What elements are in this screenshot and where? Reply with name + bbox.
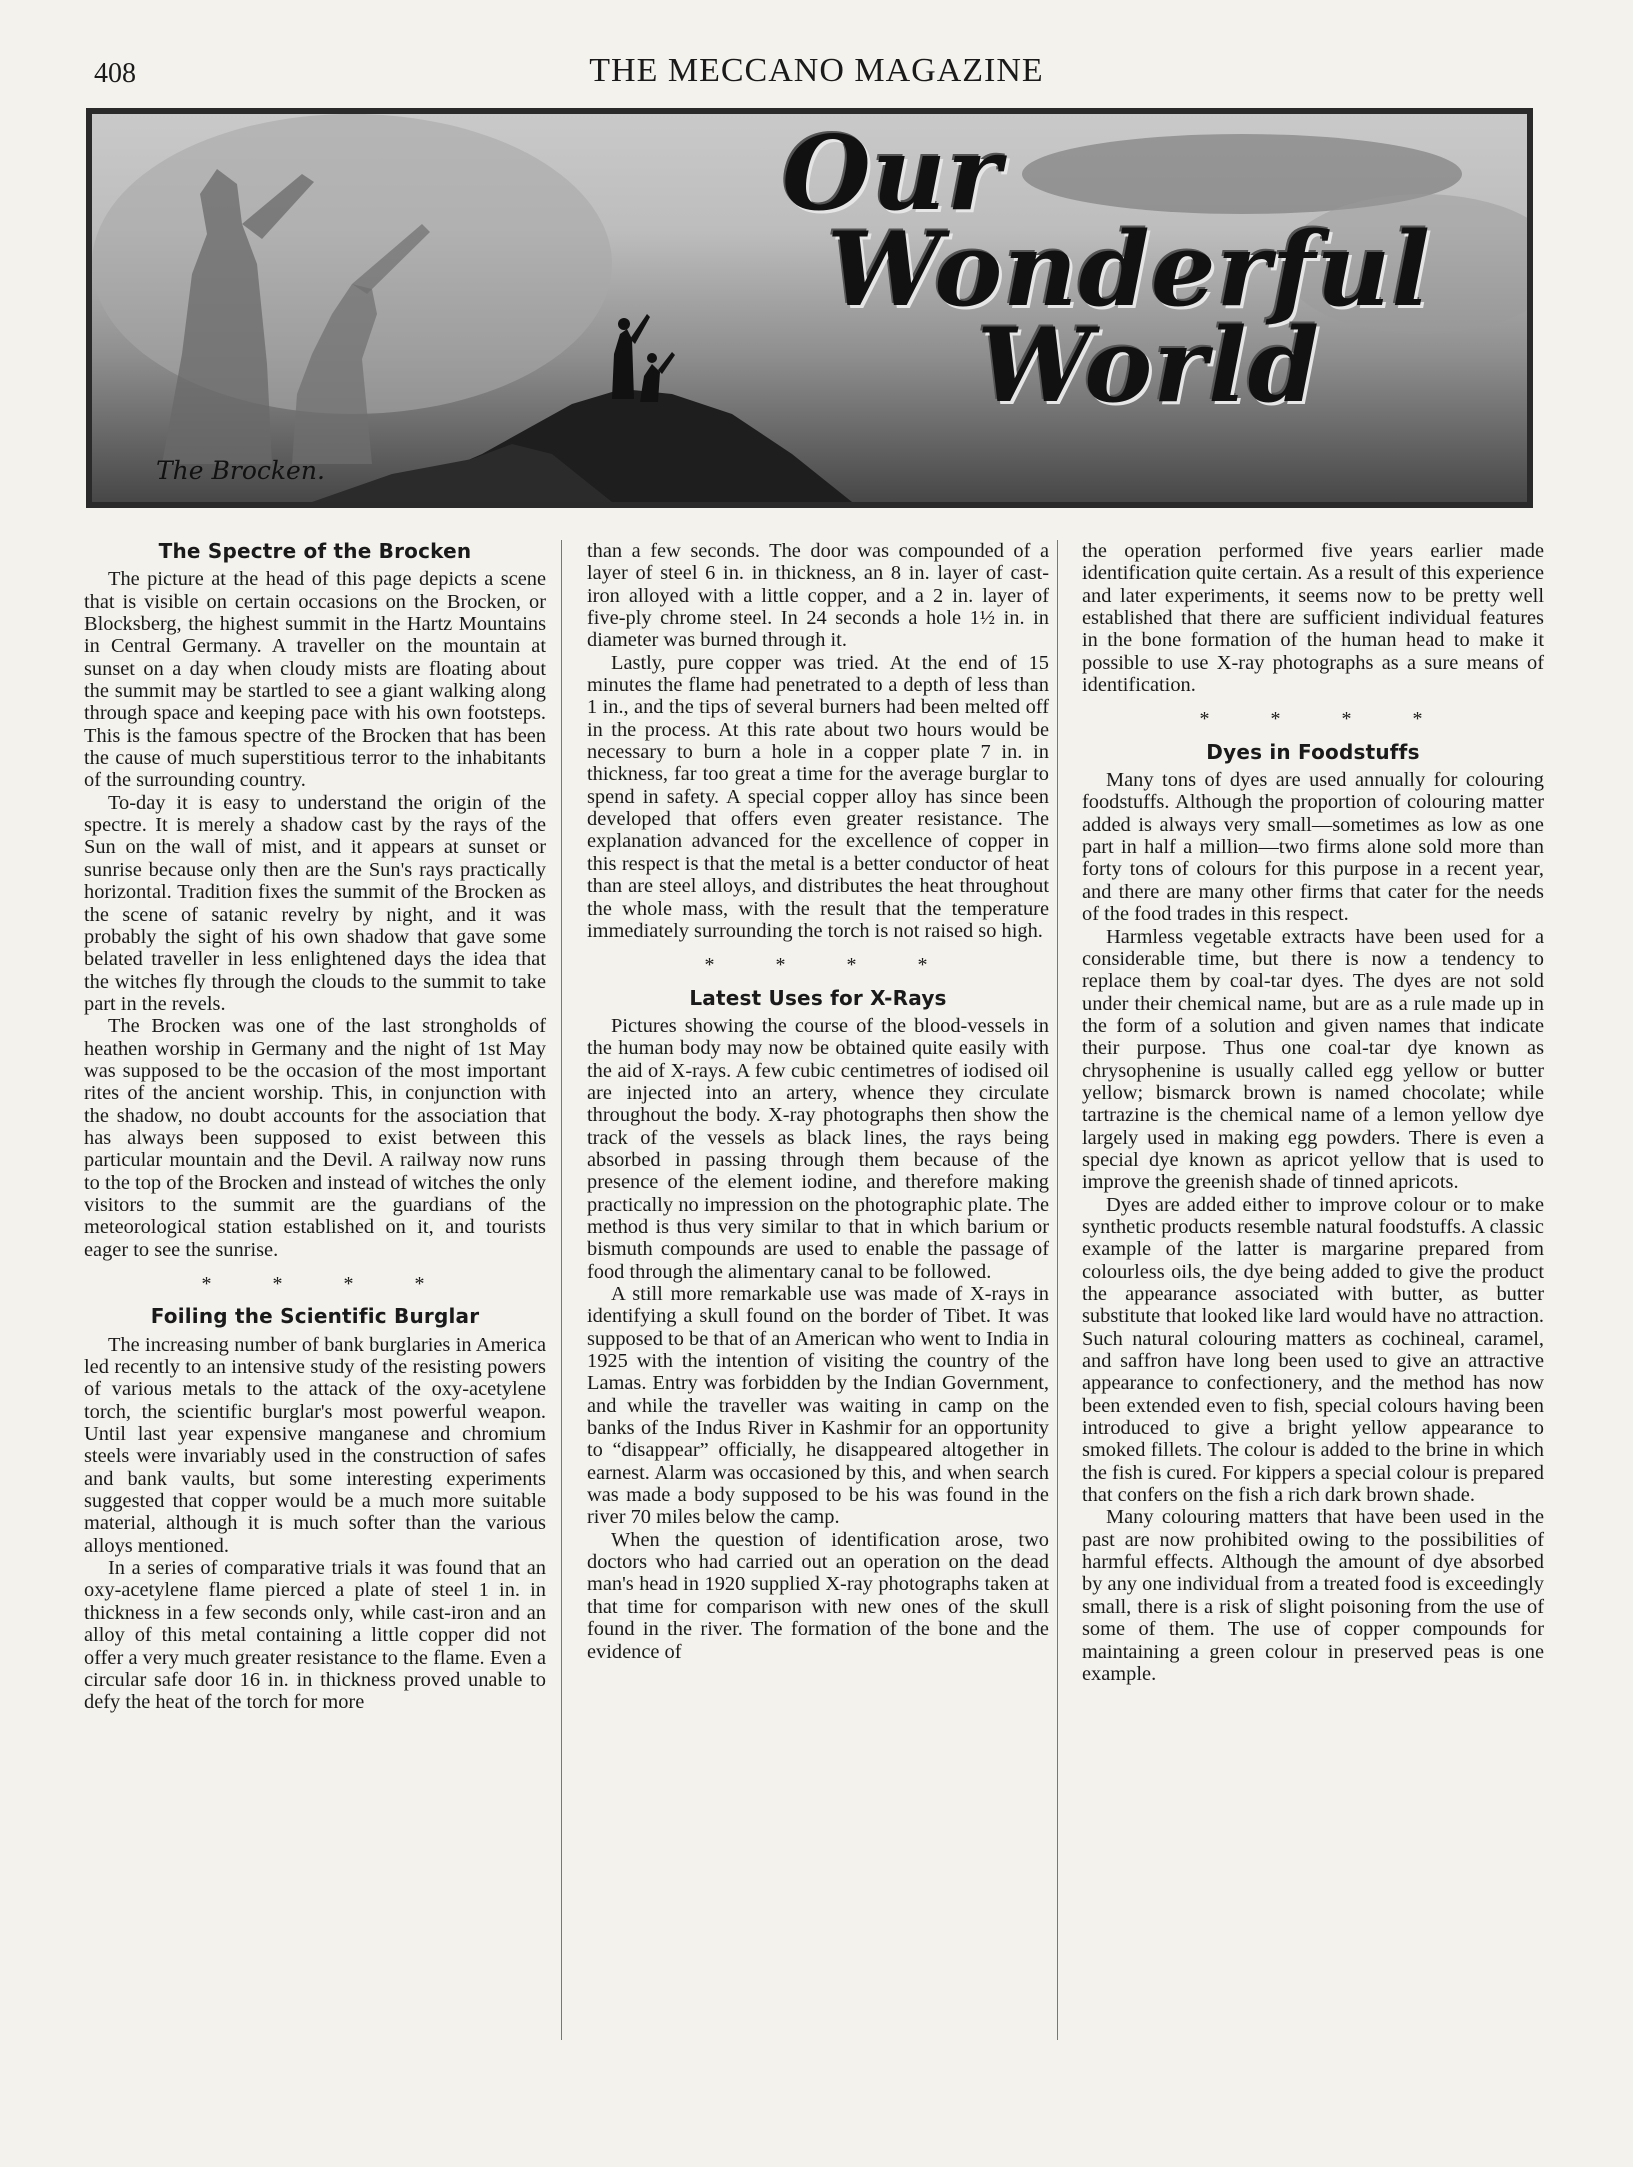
paragraph: Many tons of dyes are used annually for colouring foodstuffs. Although the proportion of colouring matter added is always very small—sometimes as low as one part in half a million—two firms alone sold more than forty tons of colours for this purpose in a recent year, and there are many other firms that cater for the needs of the food trades in this respect.	[1082, 769, 1544, 926]
paragraph: than a few seconds. The door was compounded of a layer of steel 6 in. in thickness, an 8 in. layer of cast-iron alloyed with a little copper, and a 2 in. layer of five-ply chrome steel. In 24 seconds a hole 1½ in. in diameter was burned through it.	[587, 540, 1049, 652]
paragraph: To-day it is easy to understand the origin of the spectre. It is merely a shadow cast by the rays of the Sun on the wall of mist, and it appears at sunset or sunrise because only then are the Sun's rays practically horizontal. Tradition fixes the summit of the Brocken as the scene of satanic revelry by night, and it was probably the sight of his own shadow that gave some belated traveller in less enlightened days the idea that the witches fly through the clouds to the summit to take part in the revels.	[84, 791, 546, 1015]
section-divider: * * * *	[201, 1273, 453, 1295]
paragraph: Pictures showing the course of the blood-vessels in the human body may now be obtained quite easily with the aid of X-rays. A few cubic centimetres of iodised oil are injected into an artery, whence they circulate throughout the body. X-ray photographs then show the track of the vessels as black lines, the rays being absorbed in passing through them because of the presence of the element iodine, and therefore making practically no impression on the photographic plate. The method is thus very similar to that in which barium or bismuth compounds are used to enable the passage of food through the alimentary canal to be followed.	[587, 1014, 1049, 1283]
section-heading: Foiling the Scientific Burglar	[150, 1304, 480, 1329]
banner-title-line-3: World	[977, 306, 1321, 426]
paragraph: Lastly, pure copper was tried. At the end of 15 minutes the flame had penetrated to a depth of less than 1 in., and the tips of several burners had been melted off in the process. At this rate about two hours would be necessary to burn a hole in a copper plate 7 in. in thickness, far too great a time for the average burglar to spend in safety. A special copper alloy has since been developed that offers even greater resistance. The explanation advanced for the excellence of copper in this respect is that the metal is a better conductor of heat than are steel alloys, and distributes the heat throughout the whole mass, with the result that the temperature immediately surrounding the torch is not raised so high.	[587, 651, 1049, 942]
paragraph: the operation performed five years earlier made identification quite certain. As a result of this experience and later experiments, it seems now to be pretty well established that there are sufficient individual features in the bone formation of the human head to make it possible to use X-ray photographs as a sure means of identification.	[1082, 540, 1544, 697]
column-divider	[561, 540, 562, 2040]
paragraph: The Brocken was one of the last strongholds of heathen worship in Germany and the night of 1st May was supposed to be the occasion of the most important rites of the ancient worship. This, in conjunction with the shadow, no doubt accounts for the association that has always been supposed to exist between this particular mountain and the Devil. A railway now runs to the top of the Brocken and instead of witches the only visitors to the summit are the guardians of the meteorological station established on it, and tourists eager to see the sunrise.	[84, 1015, 546, 1261]
paragraph: A still more remarkable use was made of X-rays in identifying a skull found on the border of Tibet. It was supposed to be that of an American who went to India in 1925 with the intention of visiting the country of the Lamas. Entry was forbidden by the Indian Government, and while the traveller was waiting in camp on the banks of the Indus River in Kashmir for an opportunity to “disappear” officially, he disappeared altogether in earnest. Alarm was occasioned by this, and when search was made a body supposed to be his was found in the river 70 miles below the camp.	[587, 1283, 1049, 1529]
page-number: 408	[94, 58, 136, 89]
column-divider	[1057, 540, 1058, 2040]
paragraph: Many colouring matters that have been used in the past are now prohibited owing to the possibilities of harmful effects. Although the amount of dye absorbed by any one individual from a treated food is exceedingly small, there is a risk of slight poisoning from the use of some of them. The use of copper compounds for maintaining a green colour in preserved peas is one example.	[1082, 1506, 1544, 1685]
section-heading: Latest Uses for X-Rays	[689, 985, 947, 1010]
article-column-3	[1082, 540, 1544, 1685]
header-illustration	[86, 108, 1533, 508]
banner-title-line-1: Our	[782, 114, 1002, 234]
paragraph: Dyes are added either to improve colour or to make synthetic products resemble natural foodstuffs. A classic example of the latter is margarine prepared from colourless oils, the dye being added to give the product the appearance associated with butter, as butter substitute that looked like lard would have no attraction. Such natural colouring matters as cochineal, caramel, and saffron have long been used to give an attractive appearance to confectionery, and the method has now been extended even to fish, special colours having been introduced to give a bright yellow appearance to smoked fillets. The colour is added to the brine in which the fish is cured. For kippers a special colour is prepared that confers on the fish a rich dark brown shade.	[1082, 1193, 1544, 1507]
section-divider: * * * *	[704, 954, 956, 977]
article-column-1	[84, 540, 546, 1714]
paragraph: The picture at the head of this page depicts a scene that is visible on certain occasions on the Brocken, or Blocksberg, the highest summit in the Hartz Mountains in Central Germany. A traveller on the mountain at sunset on a day when cloudy mists are floating about the summit may be startled to see a giant walking along through space and keeping pace with his own footsteps. This is the famous spectre of the Brocken that has been the cause of much superstitious terror to the inhabitants of the surrounding country.	[84, 568, 546, 792]
paragraph: Harmless vegetable extracts have been used for a considerable time, but there is now a tendency to replace them by coal-tar dyes. The dyes are not sold under their chemical name, but are as a rule made up in the form of a solution and given names that indicate their purpose. Thus one coal-tar dye known as chrysophenine is usually called egg yellow or butter yellow; bismarck brown is named chocolate; while tartrazine is the chemical name of a lemon yellow dye largely used in making egg powders. There is even a special dye known as apricot yellow that is used to improve the greenish shade of tinned apricots.	[1082, 925, 1544, 1194]
paragraph: In a series of comparative trials it was found that an oxy-acetylene flame pierced a plate of steel 1 in. in thickness in a few seconds only, while cast-iron and an alloy of this metal containing a little copper did not offer a very much greater resistance to the flame. Even a circular safe door 16 in. in thickness proved unable to defy the heat of the torch for more	[84, 1557, 546, 1714]
magazine-title: THE MECCANO MAGAZINE	[589, 52, 1044, 89]
illustration-caption: The Brocken.	[156, 456, 325, 485]
section-divider: * * * *	[1199, 708, 1451, 731]
banner-title	[782, 114, 1432, 426]
banner-title-line-2: Wonderful	[827, 210, 1432, 330]
section-heading: The Spectre of the Brocken	[158, 539, 472, 563]
paragraph: When the question of identification arose, two doctors who had carried out an operation on the dead man's head in 1920 supplied X-ray photographs taken at that time for comparison with new ones of the skull found in the river. The formation of the bone and the evidence of	[587, 1528, 1049, 1663]
section-heading: Dyes in Foodstuffs	[1206, 739, 1420, 764]
article-column-2	[587, 540, 1049, 1663]
paragraph: The increasing number of bank burglaries in America led recently to an intensive study of the resisting powers of various metals to the attack of the oxy-acetylene torch, the scientific burglar's most powerful weapon. Until last year expensive manganese and chromium steels were invariably used in the construction of safes and bank vaults, but some interesting experiments suggested that copper would be a much more suitable material, although it is much softer than the various alloys mentioned.	[84, 1333, 546, 1557]
